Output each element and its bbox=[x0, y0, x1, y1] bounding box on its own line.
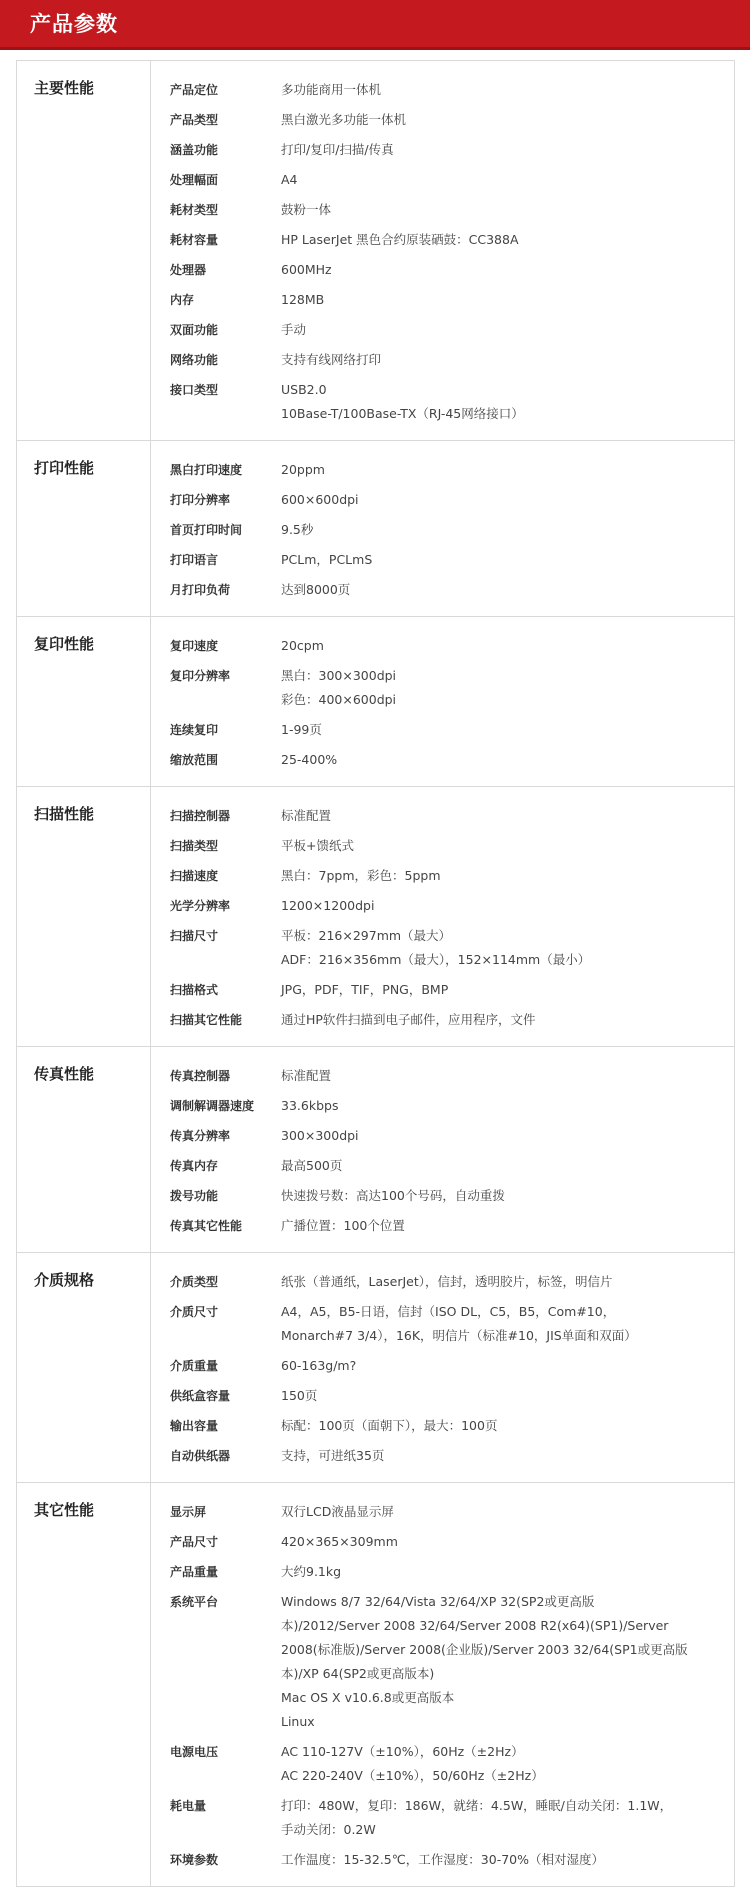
spec-row bbox=[151, 288, 734, 312]
spec-value bbox=[281, 548, 734, 572]
spec-row bbox=[151, 138, 734, 162]
spec-row bbox=[151, 1124, 734, 1148]
spec-value bbox=[281, 108, 734, 132]
spec-row bbox=[151, 1214, 734, 1238]
spec-value-line: 支持，可进纸35页 bbox=[281, 1448, 385, 1463]
header-bar bbox=[0, 0, 750, 50]
spec-row bbox=[151, 1530, 734, 1554]
spec-value bbox=[281, 1740, 734, 1788]
section-title: 扫描性能 bbox=[34, 805, 95, 823]
spec-label: 涵盖功能 bbox=[170, 143, 219, 157]
spec-value-line: 支持有线网络打印 bbox=[281, 352, 382, 367]
spec-value-line: USB2.0 bbox=[281, 382, 327, 397]
spec-value-line: 600×600dpi bbox=[281, 492, 359, 507]
spec-value-line: 工作温度：15-32.5℃，工作湿度：30-70%（相对湿度） bbox=[281, 1852, 604, 1867]
spec-row bbox=[151, 864, 734, 888]
spec-label: 产品尺寸 bbox=[170, 1535, 219, 1549]
spec-row bbox=[151, 1064, 734, 1088]
spec-value-line: 最高500页 bbox=[281, 1158, 343, 1173]
spec-row bbox=[151, 228, 734, 252]
spec-row bbox=[151, 458, 734, 482]
section-title: 复印性能 bbox=[34, 635, 95, 653]
spec-label: 月打印负荷 bbox=[170, 583, 231, 597]
spec-value-line: Mac OS X v10.6.8或更高版本 bbox=[281, 1690, 455, 1705]
spec-value bbox=[281, 1530, 734, 1554]
spec-label: 扫描格式 bbox=[170, 983, 219, 997]
spec-row bbox=[151, 1414, 734, 1438]
section-header bbox=[17, 441, 151, 616]
spec-value-line: JPG，PDF，TIF，PNG，BMP bbox=[281, 982, 449, 997]
section-title: 介质规格 bbox=[34, 1271, 95, 1289]
spec-row bbox=[151, 718, 734, 742]
spec-label: 处理幅面 bbox=[170, 173, 219, 187]
section-body bbox=[151, 1047, 734, 1252]
spec-label: 介质尺寸 bbox=[170, 1305, 219, 1319]
spec-label: 产品定位 bbox=[170, 83, 219, 97]
spec-value-line: 10Base-T/100Base-TX（RJ-45网络接口） bbox=[281, 406, 524, 421]
section-body bbox=[151, 1253, 734, 1482]
spec-value bbox=[281, 1064, 734, 1088]
spec-row bbox=[151, 1270, 734, 1294]
spec-label: 介质重量 bbox=[170, 1359, 219, 1373]
spec-value-line: 黑白：300×300dpi bbox=[281, 668, 397, 683]
spec-value-line: 黑白：7ppm，彩色：5ppm bbox=[281, 868, 441, 883]
section-header bbox=[17, 617, 151, 786]
spec-label: 连续复印 bbox=[170, 723, 219, 737]
section-body bbox=[151, 441, 734, 616]
spec-row bbox=[151, 1794, 734, 1842]
spec-value-line: 手动关闭：0.2W bbox=[281, 1822, 376, 1837]
spec-section bbox=[17, 441, 734, 617]
spec-value bbox=[281, 488, 734, 512]
spec-label: 打印语言 bbox=[170, 553, 219, 567]
spec-row bbox=[151, 748, 734, 772]
section-body bbox=[151, 1483, 734, 1886]
spec-label: 输出容量 bbox=[170, 1419, 219, 1433]
spec-value-line: PCLm，PCLmS bbox=[281, 552, 373, 567]
spec-label: 传真分辨率 bbox=[170, 1129, 231, 1143]
spec-label: 复印分辨率 bbox=[170, 669, 231, 683]
spec-value-line: Monarch#7 3/4），16K，明信片（标准#10，JIS单面和双面） bbox=[281, 1328, 637, 1343]
spec-value bbox=[281, 1590, 734, 1734]
spec-row bbox=[151, 1354, 734, 1378]
spec-value-line: 纸张（普通纸，LaserJet），信封，透明胶片，标签，明信片 bbox=[281, 1274, 613, 1289]
spec-label: 产品重量 bbox=[170, 1565, 219, 1579]
spec-value bbox=[281, 198, 734, 222]
page-title: 产品参数 bbox=[30, 12, 118, 36]
spec-label: 传真内存 bbox=[170, 1159, 219, 1173]
spec-label: 扫描控制器 bbox=[170, 809, 231, 823]
spec-label: 耗材容量 bbox=[170, 233, 219, 247]
spec-section bbox=[17, 1047, 734, 1253]
spec-value-line: 标配：100页（面朝下），最大：100页 bbox=[281, 1418, 498, 1433]
spec-row bbox=[151, 578, 734, 602]
spec-row bbox=[151, 348, 734, 372]
spec-value-line: 20ppm bbox=[281, 462, 325, 477]
spec-row bbox=[151, 1300, 734, 1348]
spec-row bbox=[151, 1154, 734, 1178]
spec-row bbox=[151, 78, 734, 102]
spec-row bbox=[151, 1590, 734, 1734]
spec-value-line: 双行LCD液晶显示屏 bbox=[281, 1504, 394, 1519]
spec-row bbox=[151, 1848, 734, 1872]
spec-value bbox=[281, 1154, 734, 1178]
spec-label: 拨号功能 bbox=[170, 1189, 219, 1203]
spec-value-line: 25-400% bbox=[281, 752, 338, 767]
spec-label: 缩放范围 bbox=[170, 753, 219, 767]
spec-label: 光学分辨率 bbox=[170, 899, 231, 913]
spec-label: 扫描速度 bbox=[170, 869, 219, 883]
spec-label: 介质类型 bbox=[170, 1275, 219, 1289]
spec-value bbox=[281, 1444, 734, 1468]
spec-value-line: 平板：216×297mm（最大） bbox=[281, 928, 452, 943]
spec-label: 内存 bbox=[170, 293, 195, 307]
spec-label: 供纸盒容量 bbox=[170, 1389, 231, 1403]
spec-label: 扫描尺寸 bbox=[170, 929, 219, 943]
spec-value-line: Linux bbox=[281, 1714, 315, 1729]
spec-row bbox=[151, 1008, 734, 1032]
spec-row bbox=[151, 1384, 734, 1408]
spec-value bbox=[281, 748, 734, 772]
spec-value-line: 大约9.1kg bbox=[281, 1564, 342, 1579]
section-title: 传真性能 bbox=[34, 1065, 95, 1083]
spec-value-line: 420×365×309mm bbox=[281, 1534, 398, 1549]
spec-section bbox=[17, 61, 734, 441]
spec-row bbox=[151, 634, 734, 658]
spec-value-line: 快速拨号数：高达100个号码，自动重拨 bbox=[281, 1188, 505, 1203]
spec-section bbox=[17, 787, 734, 1047]
spec-value-line: 标准配置 bbox=[281, 808, 332, 823]
spec-value-line: 本)/XP 64(SP2或更高版本) bbox=[281, 1666, 435, 1681]
spec-value-line: 通过HP软件扫描到电子邮件，应用程序，文件 bbox=[281, 1012, 536, 1027]
spec-row bbox=[151, 488, 734, 512]
spec-table bbox=[16, 60, 735, 1887]
spec-value bbox=[281, 78, 734, 102]
spec-row bbox=[151, 978, 734, 1002]
spec-value bbox=[281, 718, 734, 742]
spec-value bbox=[281, 864, 734, 888]
spec-value-line: A4 bbox=[281, 172, 298, 187]
spec-value bbox=[281, 518, 734, 542]
section-title: 打印性能 bbox=[34, 459, 95, 477]
spec-label: 系统平台 bbox=[170, 1595, 219, 1609]
spec-row bbox=[151, 518, 734, 542]
section-header bbox=[17, 61, 151, 440]
spec-value-line: 1200×1200dpi bbox=[281, 898, 375, 913]
spec-value bbox=[281, 1094, 734, 1118]
spec-row bbox=[151, 664, 734, 712]
section-title: 主要性能 bbox=[34, 79, 95, 97]
spec-row bbox=[151, 108, 734, 132]
spec-row bbox=[151, 258, 734, 282]
spec-label: 打印分辨率 bbox=[170, 493, 231, 507]
spec-label: 产品类型 bbox=[170, 113, 219, 127]
spec-value-line: 打印：480W，复印：186W，就绪：4.5W，睡眠/自动关闭：1.1W， bbox=[281, 1798, 673, 1813]
section-header bbox=[17, 1047, 151, 1252]
spec-value bbox=[281, 168, 734, 192]
spec-row bbox=[151, 378, 734, 426]
spec-label: 网络功能 bbox=[170, 353, 219, 367]
spec-row bbox=[151, 894, 734, 918]
spec-section bbox=[17, 1483, 734, 1886]
spec-value-line: 广播位置：100个位置 bbox=[281, 1218, 405, 1233]
spec-value-line: 20cpm bbox=[281, 638, 324, 653]
spec-value bbox=[281, 634, 734, 658]
spec-value-line: 2008(标准版)/Server 2008(企业版)/Server 2003 32/64(SP1或更高版 bbox=[281, 1642, 688, 1657]
spec-value bbox=[281, 138, 734, 162]
section-body bbox=[151, 61, 734, 440]
section-header bbox=[17, 1253, 151, 1482]
section-body bbox=[151, 787, 734, 1046]
spec-value-line: 鼓粉一体 bbox=[281, 202, 332, 217]
spec-row bbox=[151, 1560, 734, 1584]
spec-label: 复印速度 bbox=[170, 639, 219, 653]
section-header bbox=[17, 787, 151, 1046]
spec-row bbox=[151, 168, 734, 192]
spec-value-line: 300×300dpi bbox=[281, 1128, 359, 1143]
spec-label: 首页打印时间 bbox=[170, 523, 243, 537]
spec-value-line: 128MB bbox=[281, 292, 325, 307]
spec-label: 环境参数 bbox=[170, 1853, 219, 1867]
spec-label: 双面功能 bbox=[170, 323, 219, 337]
spec-value bbox=[281, 834, 734, 858]
spec-value-line: 33.6kbps bbox=[281, 1098, 339, 1113]
spec-label: 接口类型 bbox=[170, 383, 219, 397]
spec-value-line: 60-163g/m? bbox=[281, 1358, 357, 1373]
spec-value-line: 150页 bbox=[281, 1388, 318, 1403]
spec-value bbox=[281, 1500, 734, 1524]
spec-value-line: 1-99页 bbox=[281, 722, 322, 737]
spec-value-line: A4，A5，B5-日语，信封（ISO DL，C5，B5，Com#10， bbox=[281, 1304, 616, 1319]
spec-row bbox=[151, 318, 734, 342]
spec-section bbox=[17, 617, 734, 787]
spec-value-line: HP LaserJet 黑色合约原装硒鼓：CC388A bbox=[281, 232, 519, 247]
spec-row bbox=[151, 1740, 734, 1788]
spec-value bbox=[281, 1560, 734, 1584]
section-header bbox=[17, 1483, 151, 1886]
spec-label: 黑白打印速度 bbox=[170, 463, 243, 477]
spec-value-line: 达到8000页 bbox=[281, 582, 351, 597]
section-body bbox=[151, 617, 734, 786]
spec-value bbox=[281, 664, 734, 712]
spec-label: 电源电压 bbox=[170, 1745, 219, 1759]
spec-row bbox=[151, 834, 734, 858]
spec-value bbox=[281, 1354, 734, 1378]
spec-value bbox=[281, 804, 734, 828]
spec-label: 扫描类型 bbox=[170, 839, 219, 853]
spec-row bbox=[151, 548, 734, 572]
spec-value bbox=[281, 318, 734, 342]
section-title: 其它性能 bbox=[34, 1501, 95, 1519]
spec-row bbox=[151, 198, 734, 222]
spec-value-line: 黑白激光多功能一体机 bbox=[281, 112, 407, 127]
spec-value bbox=[281, 1300, 734, 1348]
spec-value-line: 彩色：400×600dpi bbox=[281, 692, 397, 707]
spec-value bbox=[281, 1848, 734, 1872]
spec-value bbox=[281, 228, 734, 252]
spec-label: 调制解调器速度 bbox=[170, 1099, 255, 1113]
spec-value-line: 标准配置 bbox=[281, 1068, 332, 1083]
spec-value bbox=[281, 378, 734, 426]
spec-section bbox=[17, 1253, 734, 1483]
spec-value bbox=[281, 578, 734, 602]
spec-value-line: 600MHz bbox=[281, 262, 332, 277]
spec-value-line: Windows 8/7 32/64/Vista 32/64/XP 32(SP2或更高版 bbox=[281, 1594, 595, 1609]
spec-value-line: 多功能商用一体机 bbox=[281, 82, 382, 97]
spec-label: 扫描其它性能 bbox=[170, 1013, 243, 1027]
spec-row bbox=[151, 1184, 734, 1208]
spec-value-line: 平板+馈纸式 bbox=[281, 838, 354, 853]
spec-label: 耗材类型 bbox=[170, 203, 219, 217]
spec-row bbox=[151, 1094, 734, 1118]
spec-row bbox=[151, 804, 734, 828]
spec-row bbox=[151, 1444, 734, 1468]
spec-label: 显示屏 bbox=[170, 1505, 207, 1519]
spec-value bbox=[281, 288, 734, 312]
spec-label: 自动供纸器 bbox=[170, 1449, 231, 1463]
spec-value-line: ADF：216×356mm（最大），152×114mm（最小） bbox=[281, 952, 591, 967]
spec-value-line: 打印/复印/扫描/传真 bbox=[281, 142, 394, 157]
spec-row bbox=[151, 1500, 734, 1524]
spec-value-line: AC 110-127V（±10%），60Hz（±2Hz） bbox=[281, 1744, 524, 1759]
spec-value-line: AC 220-240V（±10%），50/60Hz（±2Hz） bbox=[281, 1768, 544, 1783]
spec-value bbox=[281, 1124, 734, 1148]
spec-value bbox=[281, 258, 734, 282]
spec-value bbox=[281, 1270, 734, 1294]
spec-value bbox=[281, 458, 734, 482]
spec-label: 处理器 bbox=[170, 263, 207, 277]
spec-value-line: 手动 bbox=[281, 322, 307, 337]
spec-label: 传真其它性能 bbox=[170, 1219, 243, 1233]
spec-value-line: 9.5秒 bbox=[281, 522, 314, 537]
spec-row bbox=[151, 924, 734, 972]
spec-value bbox=[281, 1008, 734, 1032]
spec-value-line: 本)/2012/Server 2008 32/64/Server 2008 R2(x64)(SP1)/Server bbox=[281, 1618, 669, 1633]
spec-value bbox=[281, 1184, 734, 1208]
spec-label: 传真控制器 bbox=[170, 1069, 231, 1083]
spec-label: 耗电量 bbox=[170, 1799, 207, 1813]
spec-value bbox=[281, 1794, 734, 1842]
spec-value bbox=[281, 348, 734, 372]
spec-value bbox=[281, 1214, 734, 1238]
spec-value bbox=[281, 1384, 734, 1408]
spec-value bbox=[281, 924, 734, 972]
spec-value bbox=[281, 978, 734, 1002]
spec-value bbox=[281, 1414, 734, 1438]
spec-value bbox=[281, 894, 734, 918]
